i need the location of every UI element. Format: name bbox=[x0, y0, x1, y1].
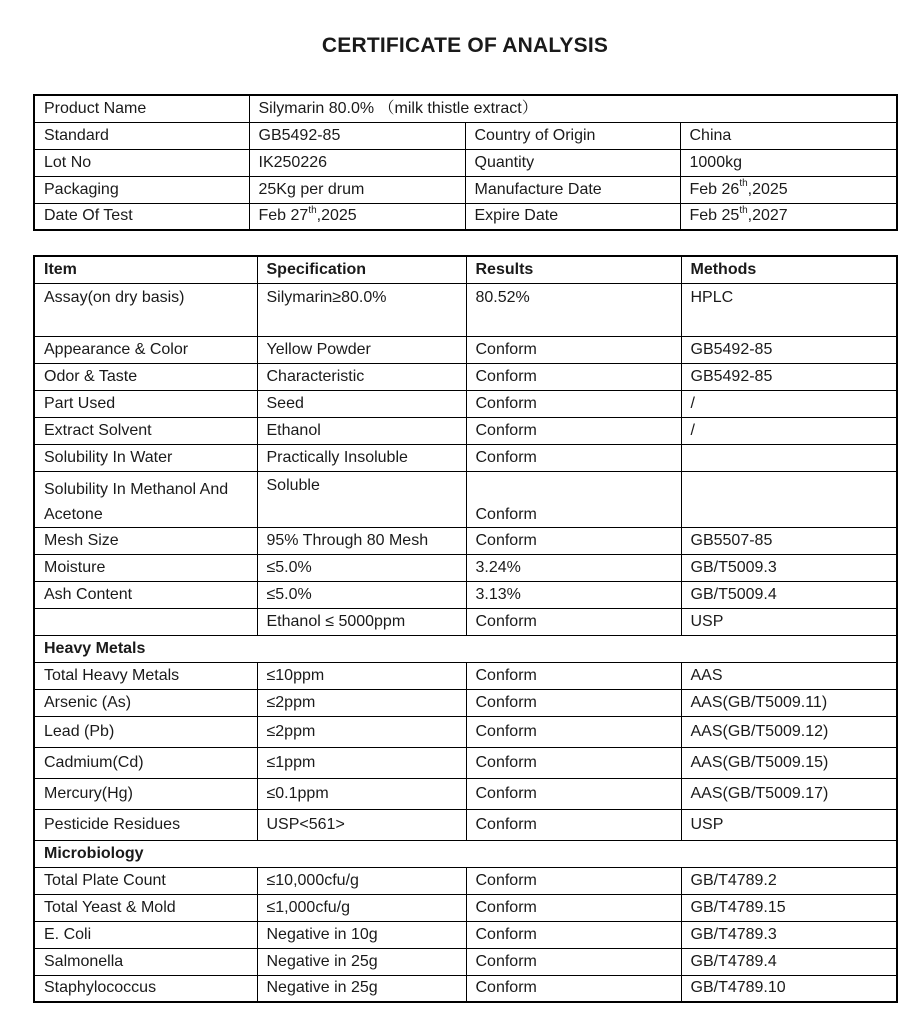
method-cell: GB/T4789.10 bbox=[681, 975, 897, 1002]
item-cell: Salmonella bbox=[34, 948, 257, 975]
test-date-value: Feb 27th,2025 bbox=[249, 203, 465, 230]
result-cell: Conform bbox=[466, 608, 681, 635]
item-cell: Solubility In Water bbox=[34, 444, 257, 471]
result-cell: Conform bbox=[466, 390, 681, 417]
table-row bbox=[34, 608, 897, 635]
method-cell: GB/T4789.3 bbox=[681, 921, 897, 948]
specification-cell: Seed bbox=[257, 390, 466, 417]
specification-cell: ≤0.1ppm bbox=[257, 778, 466, 809]
table-row bbox=[34, 662, 897, 689]
specification-cell: Characteristic bbox=[257, 363, 466, 390]
table-row bbox=[34, 894, 897, 921]
packaging-label: Packaging bbox=[34, 176, 249, 203]
specification-cell: USP<561> bbox=[257, 809, 466, 840]
item-cell: Lead (Pb) bbox=[34, 716, 257, 747]
specification-cell: Negative in 25g bbox=[257, 948, 466, 975]
specification-cell: Yellow Powder bbox=[257, 336, 466, 363]
item-cell: Mercury(Hg) bbox=[34, 778, 257, 809]
result-cell: Conform bbox=[466, 747, 681, 778]
item-cell: Extract Solvent bbox=[34, 417, 257, 444]
quantity-label: Quantity bbox=[465, 149, 680, 176]
result-cell: Conform bbox=[466, 662, 681, 689]
section-heading-row bbox=[34, 840, 897, 867]
solubility-methanol-row bbox=[34, 471, 897, 527]
item-cell: E. Coli bbox=[34, 921, 257, 948]
table-row bbox=[34, 689, 897, 716]
method-cell: AAS(GB/T5009.15) bbox=[681, 747, 897, 778]
specification-cell: Practically Insoluble bbox=[257, 444, 466, 471]
specification-cell: Negative in 10g bbox=[257, 921, 466, 948]
result-cell: Conform bbox=[466, 471, 681, 527]
country-value: China bbox=[680, 122, 897, 149]
manufacture-label: Manufacture Date bbox=[465, 176, 680, 203]
specification-cell: 95% Through 80 Mesh bbox=[257, 527, 466, 554]
item-cell: Solubility In Methanol And Acetone bbox=[34, 471, 257, 527]
result-cell: Conform bbox=[466, 417, 681, 444]
result-cell: Conform bbox=[466, 948, 681, 975]
header-row bbox=[34, 256, 897, 283]
method-cell: AAS(GB/T5009.12) bbox=[681, 716, 897, 747]
specification-cell: ≤2ppm bbox=[257, 716, 466, 747]
manufacture-date-value: Feb 26th,2025 bbox=[680, 176, 897, 203]
item-cell: Pesticide Residues bbox=[34, 809, 257, 840]
expire-label: Expire Date bbox=[465, 203, 680, 230]
expire-date-value: Feb 25th,2027 bbox=[680, 203, 897, 230]
quantity-value: 1000kg bbox=[680, 149, 897, 176]
specification-cell: Ethanol bbox=[257, 417, 466, 444]
test-date-label: Date Of Test bbox=[34, 203, 249, 230]
table-row bbox=[34, 336, 897, 363]
item-cell: Moisture bbox=[34, 554, 257, 581]
specification-cell: Ethanol ≤ 5000ppm bbox=[257, 608, 466, 635]
result-cell: Conform bbox=[466, 921, 681, 948]
result-cell: Conform bbox=[466, 975, 681, 1002]
table-row bbox=[34, 390, 897, 417]
lot-value: IK250226 bbox=[249, 149, 465, 176]
method-cell: / bbox=[681, 390, 897, 417]
item-cell: Mesh Size bbox=[34, 527, 257, 554]
result-cell: Conform bbox=[466, 778, 681, 809]
specification-cell: ≤5.0% bbox=[257, 581, 466, 608]
specification-cell: ≤1,000cfu/g bbox=[257, 894, 466, 921]
product-name-label: Product Name bbox=[34, 95, 249, 122]
method-cell: USP bbox=[681, 809, 897, 840]
section-heading: Heavy Metals bbox=[34, 635, 897, 662]
result-cell: Conform bbox=[466, 527, 681, 554]
item-cell: Staphylococcus bbox=[34, 975, 257, 1002]
info-row-test-date bbox=[34, 203, 897, 230]
table-row bbox=[34, 975, 897, 1002]
method-cell: GB5492-85 bbox=[681, 363, 897, 390]
packaging-value: 25Kg per drum bbox=[249, 176, 465, 203]
method-cell: AAS bbox=[681, 662, 897, 689]
table-row bbox=[34, 417, 897, 444]
specification-cell: Silymarin≥80.0% bbox=[257, 283, 466, 336]
method-cell: GB5492-85 bbox=[681, 336, 897, 363]
table-row bbox=[34, 948, 897, 975]
specification-cell: ≤10,000cfu/g bbox=[257, 867, 466, 894]
result-cell: Conform bbox=[466, 444, 681, 471]
specification-cell: Soluble bbox=[257, 471, 466, 527]
method-cell bbox=[681, 471, 897, 527]
method-cell: GB/T4789.2 bbox=[681, 867, 897, 894]
product-name-value: Silymarin 80.0% （milk thistle extract） bbox=[249, 95, 897, 122]
item-cell: Appearance & Color bbox=[34, 336, 257, 363]
item-cell: Arsenic (As) bbox=[34, 689, 257, 716]
result-cell: Conform bbox=[466, 336, 681, 363]
info-row-lot bbox=[34, 149, 897, 176]
specification-cell: Negative in 25g bbox=[257, 975, 466, 1002]
method-cell: GB/T5009.3 bbox=[681, 554, 897, 581]
table-row bbox=[34, 581, 897, 608]
standard-value: GB5492-85 bbox=[249, 122, 465, 149]
method-cell: HPLC bbox=[681, 283, 897, 336]
result-cell: Conform bbox=[466, 716, 681, 747]
item-cell: Odor & Taste bbox=[34, 363, 257, 390]
header-specification-cell: Specification bbox=[257, 256, 466, 283]
method-cell bbox=[681, 444, 897, 471]
method-cell: / bbox=[681, 417, 897, 444]
table-row bbox=[34, 809, 897, 840]
table-row bbox=[34, 921, 897, 948]
item-cell: Total Heavy Metals bbox=[34, 662, 257, 689]
standard-label: Standard bbox=[34, 122, 249, 149]
method-cell: USP bbox=[681, 608, 897, 635]
specification-cell: ≤10ppm bbox=[257, 662, 466, 689]
table-row bbox=[34, 778, 897, 809]
table-row bbox=[34, 363, 897, 390]
item-cell bbox=[34, 608, 257, 635]
header-result-cell: Results bbox=[466, 256, 681, 283]
table-row bbox=[34, 716, 897, 747]
header-item-cell: Item bbox=[34, 256, 257, 283]
method-cell: GB/T4789.4 bbox=[681, 948, 897, 975]
table-row bbox=[34, 444, 897, 471]
specification-cell: ≤5.0% bbox=[257, 554, 466, 581]
item-cell: Cadmium(Cd) bbox=[34, 747, 257, 778]
method-cell: AAS(GB/T5009.11) bbox=[681, 689, 897, 716]
result-cell: Conform bbox=[466, 689, 681, 716]
specification-cell: ≤2ppm bbox=[257, 689, 466, 716]
result-cell: 3.13% bbox=[466, 581, 681, 608]
table-row bbox=[34, 527, 897, 554]
method-cell: GB/T4789.15 bbox=[681, 894, 897, 921]
method-cell: GB5507-85 bbox=[681, 527, 897, 554]
analysis-results-table bbox=[33, 255, 898, 1003]
method-cell: AAS(GB/T5009.17) bbox=[681, 778, 897, 809]
item-cell: Assay(on dry basis) bbox=[34, 283, 257, 336]
result-cell: Conform bbox=[466, 867, 681, 894]
result-cell: Conform bbox=[466, 894, 681, 921]
item-cell: Total Plate Count bbox=[34, 867, 257, 894]
result-cell: 3.24% bbox=[466, 554, 681, 581]
section-heading: Microbiology bbox=[34, 840, 897, 867]
result-cell: Conform bbox=[466, 809, 681, 840]
table-row bbox=[34, 867, 897, 894]
section-heading-row bbox=[34, 635, 897, 662]
specification-cell: ≤1ppm bbox=[257, 747, 466, 778]
info-row-product bbox=[34, 95, 897, 122]
document-title: CERTIFICATE OF ANALYSIS bbox=[321, 34, 609, 57]
lot-label: Lot No bbox=[34, 149, 249, 176]
item-cell: Part Used bbox=[34, 390, 257, 417]
country-label: Country of Origin bbox=[465, 122, 680, 149]
table-row bbox=[34, 554, 897, 581]
product-info-table bbox=[33, 94, 898, 231]
result-cell: 80.52% bbox=[466, 283, 681, 336]
method-cell: GB/T5009.4 bbox=[681, 581, 897, 608]
item-cell: Total Yeast & Mold bbox=[34, 894, 257, 921]
table-row bbox=[34, 747, 897, 778]
info-row-standard bbox=[34, 122, 897, 149]
item-cell: Ash Content bbox=[34, 581, 257, 608]
assay-row bbox=[34, 283, 897, 336]
header-method-cell: Methods bbox=[681, 256, 897, 283]
info-row-packaging bbox=[34, 176, 897, 203]
result-cell: Conform bbox=[466, 363, 681, 390]
